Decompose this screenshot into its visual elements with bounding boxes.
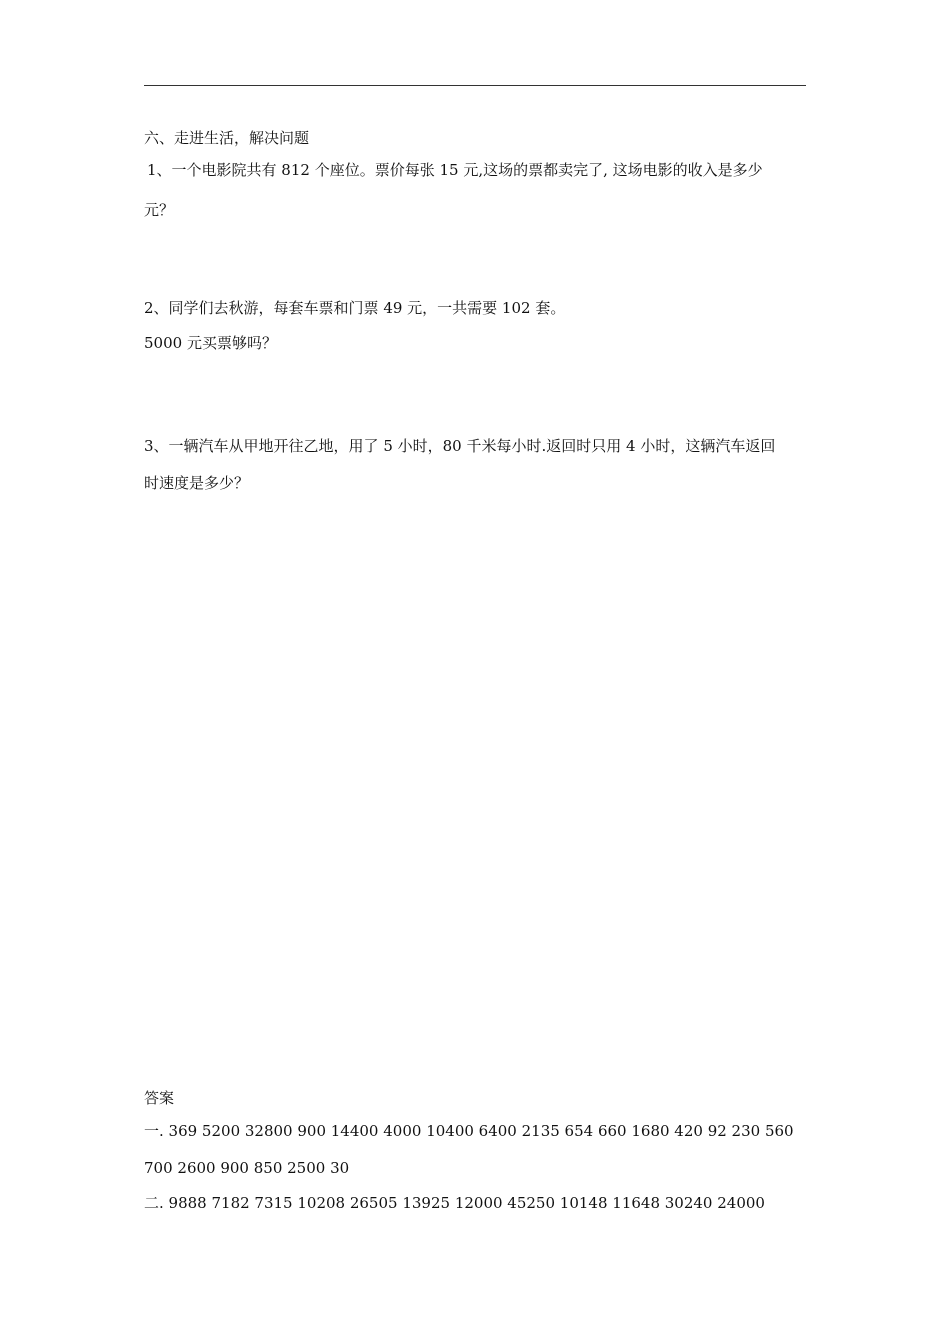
section-title: 六、走进生活，解决问题 (144, 129, 310, 147)
problem-3-line-2: 时速度是多少？ (144, 474, 250, 492)
problem-2-line-2: 5000 元买票够吗？ (144, 334, 277, 352)
answers-heading: 答案 (144, 1089, 175, 1107)
problem-2-line-1: 2、同学们去秋游，每套车票和门票 49 元，一共需要 102 套。 (144, 299, 566, 317)
problem-1-line-1: 1、一个电影院共有 812 个座位。票价每张 15 元,这场的票都卖完了, 这场电影的收入是多少 (147, 161, 763, 179)
answers-part-1-line-2: 700 2600 900 850 2500 30 (144, 1159, 350, 1177)
answers-part-1-line-1: 一. 369 5200 32800 900 14400 4000 10400 6400 2135 654 660 1680 420 92 230 560 (144, 1122, 794, 1140)
problem-3-line-1: 3、一辆汽车从甲地开往乙地，用了 5 小时，80 千米每小时.返回时只用 4 小时，这辆汽车返回 (144, 437, 776, 455)
problem-1-line-2: 元？ (144, 201, 175, 219)
header-rule (144, 85, 806, 86)
answers-part-2-line-1: 二. 9888 7182 7315 10208 26505 13925 12000 45250 10148 11648 30240 24000 (144, 1194, 765, 1212)
